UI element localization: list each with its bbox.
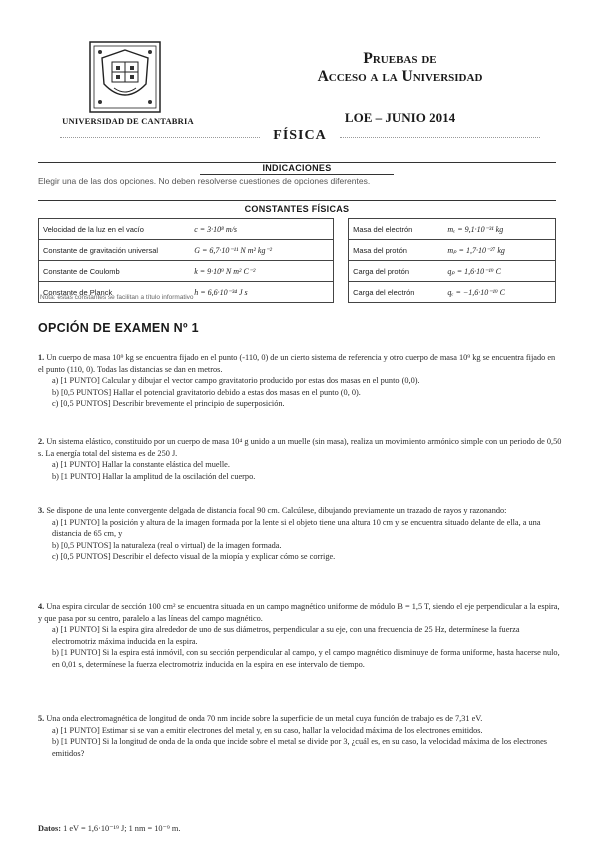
data-text: 1 eV = 1,6·10⁻¹⁹ J; 1 nm = 10⁻⁹ m. xyxy=(63,824,181,833)
question-part: b) [1 PUNTO] Hallar la amplitud de la oscilación del cuerpo. xyxy=(52,471,256,481)
question-part: b) [0,5 PUNTOS] Hallar el potencial gravitatorio debido a estas dos masas en el punto (0, 0). xyxy=(52,387,361,397)
subject-title: FÍSICA xyxy=(266,128,334,144)
title-line-2: Acceso a la Universidad xyxy=(317,68,483,85)
data-footer xyxy=(38,823,180,833)
question-part: a) [1 PUNTO] Hallar la constante elástica del muelle. xyxy=(52,460,230,469)
constant-value: mₚ = 1,7·10⁻²⁷ kg xyxy=(443,240,555,261)
constant-value: h = 6,6·10⁻³⁴ J s xyxy=(190,282,334,303)
constant-label: Constante de gravitación universal xyxy=(39,240,191,261)
question-number: 1. xyxy=(38,353,45,362)
question-part: b) [1 PUNTO] Si la espira está inmóvil, con su sección perpendicular al campo, y el campo magnético disminuye de forma uniforme, hasta hacerse nulo, en 0,01 s, determínese la fuerza electromotriz inducida en la espira en ese intervalo de tiempo. xyxy=(52,648,560,669)
university-crest-icon xyxy=(88,40,162,114)
constant-label: Carga del electrón xyxy=(349,282,444,303)
table-gap xyxy=(334,240,349,261)
question-part: b) [1 PUNTO] Si la longitud de onda de la onda que incide sobre el metal se divide por 3, ¿cuál es, en su caso, la velocidad máxima de los electrones emitidos? xyxy=(52,737,547,758)
question-3 xyxy=(38,505,562,563)
question-5 xyxy=(38,713,562,759)
constants-heading: CONSTANTES FÍSICAS xyxy=(244,204,350,214)
question-part: a) [1 PUNTO] la posición y altura de la imagen formada por la lente si el objeto tiene una altura 10 cm y se encuentra situado delante de ella, a una distancia de 65 cm, y xyxy=(52,517,541,538)
constant-value: G = 6,7·10⁻¹¹ N m² kg⁻² xyxy=(190,240,334,261)
constant-value: qₑ = −1,6·10⁻¹⁹ C xyxy=(443,282,555,303)
question-text: Se dispone de una lente convergente delgada de distancia focal 90 cm. Calcúlese, dibujando previamente un trazado de rayos y razonando: xyxy=(46,506,507,515)
table-gap xyxy=(334,282,349,303)
question-part: a) [1 PUNTO] Si la espira gira alrededor de uno de sus diámetros, perpendicular a su eje, con una frecuencia de 25 Hz, determínese la fuerza electromotriz máxima inducida en la espira. xyxy=(52,625,520,646)
constants-note: Nota: estas constantes se facilitan a título informativo xyxy=(40,294,194,301)
question-number: 2. xyxy=(38,437,45,446)
exam-session: LOE – JUNIO 2014 xyxy=(344,110,456,125)
band-right-line xyxy=(340,137,540,138)
data-label: Datos: xyxy=(38,824,62,833)
question-text: Una espira circular de sección 100 cm² se encuentra situada en un campo magnético uniforme de módulo B = 1,5 T, siendo el eje perpendicular a la espira, y que pasa por su centro, paralelo a las líneas del campo magnético. xyxy=(38,602,560,623)
question-part: a) [1 PUNTO] Calcular y dibujar el vector campo gravitatorio producido por estas dos masas en el punto (0,0). xyxy=(52,376,420,385)
constant-row xyxy=(39,261,556,282)
constant-label: Constante de Coulomb xyxy=(39,261,191,282)
constant-label: Velocidad de la luz en el vacío xyxy=(39,219,191,240)
band-left-line xyxy=(60,137,260,138)
question-number: 3. xyxy=(38,506,45,515)
question-text: Un sistema elástico, constituido por un cuerpo de masa 10⁴ g unido a un muelle (sin masa), realiza un movimiento armónico simple con un periodo de 0,50 s. La energía total del sistema es de 250 J. xyxy=(38,437,562,458)
university-name: UNIVERSIDAD DE CANTABRIA xyxy=(62,116,194,126)
table-gap xyxy=(334,219,349,240)
constant-value: mₑ = 9,1·10⁻³¹ kg xyxy=(443,219,555,240)
constant-row xyxy=(39,240,556,261)
table-gap xyxy=(334,261,349,282)
question-number: 4. xyxy=(38,602,45,611)
constant-row xyxy=(39,219,556,240)
question-number: 5. xyxy=(38,714,45,723)
constant-value: qₚ = 1,6·10⁻¹⁹ C xyxy=(443,261,555,282)
question-text: Una onda electromagnética de longitud de onda 70 nm incide sobre la superficie de un metal cuya función de trabajo es de 7,31 eV. xyxy=(46,714,483,723)
option-title: OPCIÓN DE EXAMEN Nº 1 xyxy=(38,321,199,335)
constant-label: Carga del protón xyxy=(349,261,444,282)
constant-value: c = 3·10⁸ m/s xyxy=(190,219,334,240)
question-part: c) [0,5 PUNTOS] Describir el defecto visual de la miopía y explicar cómo se corrige. xyxy=(52,552,336,561)
question-2 xyxy=(38,436,562,482)
heading-underline xyxy=(200,174,394,175)
question-4 xyxy=(38,601,562,670)
question-1 xyxy=(38,352,562,410)
question-part: c) [0,5 PUNTOS] Describir brevemente el principio de superposición. xyxy=(52,399,285,408)
divider-middle xyxy=(38,200,556,201)
instructions-heading: INDICACIONES xyxy=(262,163,332,173)
question-part: a) [1 PUNTO] Estimar si se van a emitir electrones del metal y, en su caso, hallar la velocidad máxima de los electrones emitidos. xyxy=(52,725,483,735)
title-line-1: Pruebas de xyxy=(363,50,437,67)
constant-value: k = 9·10⁹ N m² C⁻² xyxy=(190,261,334,282)
question-text: Un cuerpo de masa 10⁹ kg se encuentra fijado en el punto (-110, 0) de un cierto sistema de referencia y otro cuerpo de masa 10⁹ kg se encuentra fijado en el punto (110, 0). Todas las distancias se dan en metros. xyxy=(38,353,556,374)
question-part: b) [0,5 PUNTOS] la naturaleza (real o virtual) de la imagen formada. xyxy=(52,540,282,550)
constant-label: Masa del protón xyxy=(349,240,444,261)
subject-band xyxy=(60,128,540,146)
constant-label: Constante de Planck xyxy=(39,282,191,303)
constants-table xyxy=(38,218,556,303)
instructions-text: Elegir una de las dos opciones. No deben resolverse cuestiones de opciones diferentes. xyxy=(38,176,371,186)
constant-label: Masa del electrón xyxy=(349,219,444,240)
